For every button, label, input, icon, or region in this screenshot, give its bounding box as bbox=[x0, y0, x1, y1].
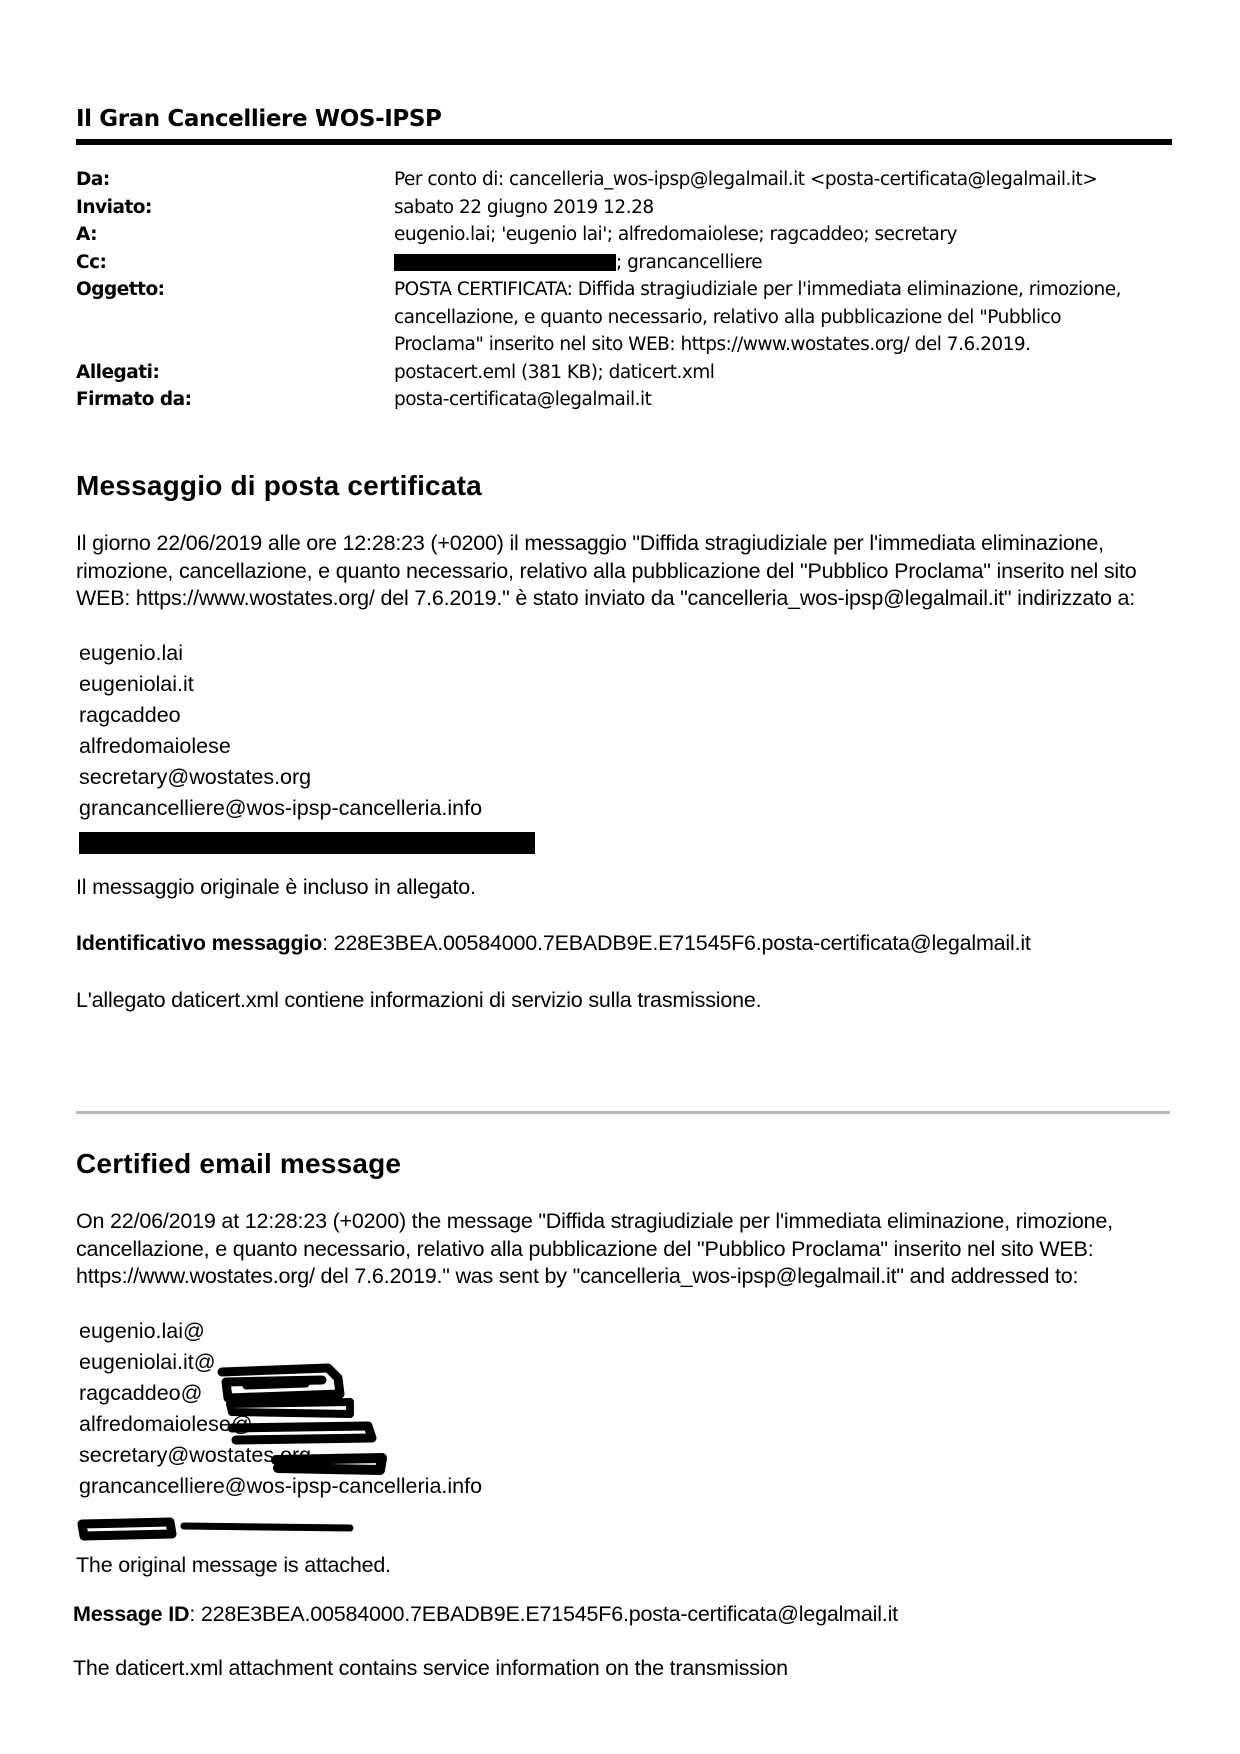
meta-row-subject bbox=[76, 276, 1186, 359]
original-attached-text: The original message is attached. bbox=[76, 1552, 391, 1577]
meta-value: POSTA CERTIFICATA: Diffida stragiudiziale per l'immediata eliminazione, rimozione, cancellazione, e quanto necessario, relativo alla pubblicazione del "Pubblico Proclama" inserito nel sito WEB: https://www.wostates.org/ del 7.6.2019. bbox=[394, 279, 1121, 355]
list-item: secretary@wostates.org bbox=[79, 764, 312, 789]
meta-value: Per conto di: cancelleria_wos-ipsp@legalmail.it <posta-certificata@legalmail.it> bbox=[394, 169, 1098, 190]
redaction-block bbox=[79, 832, 535, 854]
meta-row-to bbox=[76, 221, 1186, 249]
list-item: alfredomaiolese bbox=[79, 733, 231, 758]
email-metadata bbox=[76, 166, 1186, 414]
list-item: grancancelliere@wos-ipsp-cancelleria.info bbox=[79, 1473, 483, 1498]
message-id-value: : 228E3BEA.00584000.7EBADB9E.E71545F6.posta-certificata@legalmail.it bbox=[189, 1602, 898, 1626]
list-item: alfredomaiolese@ bbox=[79, 1411, 253, 1436]
document-header bbox=[76, 106, 1172, 145]
recipient-list bbox=[79, 638, 1176, 854]
message-id bbox=[73, 1601, 1176, 1629]
meta-row-cc bbox=[76, 249, 1186, 277]
list-item: ragcaddeo@ bbox=[79, 1380, 203, 1405]
meta-label: Oggetto: bbox=[76, 279, 165, 300]
meta-row-attachments bbox=[76, 359, 1186, 387]
message-id-label: Message ID bbox=[73, 1602, 190, 1626]
list-item: eugenio.lai@ bbox=[79, 1318, 205, 1343]
meta-label: A: bbox=[76, 224, 98, 245]
meta-label: Cc: bbox=[76, 251, 107, 273]
list-item: eugeniolai.it@ bbox=[79, 1349, 216, 1374]
list-item: grancancelliere@wos-ipsp-cancelleria.info bbox=[79, 795, 483, 820]
redacted-recipient bbox=[79, 1502, 1176, 1532]
redaction-block bbox=[394, 254, 616, 271]
intro-paragraph: On 22/06/2019 at 12:28:23 (+0200) the message "Diffida stragiudiziale per l'immediata eliminazione, rimozione, cancellazione, e quanto necessario, relativo alla pubblicazione del "Pubblico Proclama" inserito nel sito WEB: https://www.wostates.org/ del 7.6.2019." was sent by "cancelleria_wos-ipsp@legalmail.it" and addressed to: bbox=[76, 1209, 1113, 1288]
list-item: ragcaddeo bbox=[79, 702, 181, 727]
section-title: Certified email message bbox=[76, 1148, 402, 1179]
message-id-value: : 228E3BEA.00584000.7EBADB9E.E71545F6.posta-certificata@legalmail.it bbox=[322, 931, 1031, 955]
recipient-list bbox=[79, 1316, 1176, 1532]
meta-label: Da: bbox=[76, 169, 110, 190]
meta-value: sabato 22 giugno 2019 12.28 bbox=[394, 196, 654, 218]
service-info-text: The daticert.xml attachment contains service information on the transmission bbox=[73, 1655, 788, 1680]
meta-row-signed bbox=[76, 386, 1186, 414]
meta-value: eugenio.lai; 'eugenio lai'; alfredomaiolese; ragcaddeo; secretary bbox=[394, 224, 957, 245]
message-id bbox=[76, 930, 1176, 958]
original-attached-text: Il messaggio originale è incluso in allegato. bbox=[76, 874, 476, 899]
service-info-text: L'allegato daticert.xml contiene informazioni di servizio sulla trasmissione. bbox=[76, 987, 762, 1012]
message-id-label: Identificativo messaggio bbox=[76, 931, 323, 955]
section-divider bbox=[76, 1111, 1170, 1114]
sender-name: Il Gran Cancelliere WOS-IPSP bbox=[76, 106, 442, 132]
meta-value-cc bbox=[394, 249, 1186, 277]
list-item: secretary@wostates.org bbox=[79, 1442, 312, 1467]
intro-paragraph: Il giorno 22/06/2019 alle ore 12:28:23 (+0200) il messaggio "Diffida stragiudiziale per l'immediata eliminazione, rimozione, cancellazione, e quanto necessario, relativo alla pubblicazione del "Pubblico Proclama" inserito nel sito WEB: https://www.wostates.org/ del 7.6.2019." è stato inviato da "cancelleria_wos-ipsp@legalmail.it" indirizzato a: bbox=[76, 531, 1137, 610]
meta-row-sent bbox=[76, 194, 1186, 222]
meta-row-from bbox=[76, 166, 1186, 194]
section-english bbox=[73, 1148, 1176, 1682]
list-item: eugenio.lai bbox=[79, 640, 184, 665]
meta-value: ; grancancelliere bbox=[616, 251, 763, 273]
meta-label: Firmato da: bbox=[76, 389, 192, 410]
meta-label: Allegati: bbox=[76, 361, 160, 383]
meta-value: postacert.eml (381 KB); daticert.xml bbox=[394, 361, 715, 383]
list-item: eugeniolai.it bbox=[79, 671, 194, 696]
meta-value: posta-certificata@legalmail.it bbox=[394, 389, 652, 410]
header-rule bbox=[76, 139, 1172, 145]
redacted-recipient bbox=[79, 824, 1176, 854]
meta-label: Inviato: bbox=[76, 196, 152, 218]
section-italian bbox=[76, 470, 1176, 1014]
section-title: Messaggio di posta certificata bbox=[76, 470, 482, 501]
